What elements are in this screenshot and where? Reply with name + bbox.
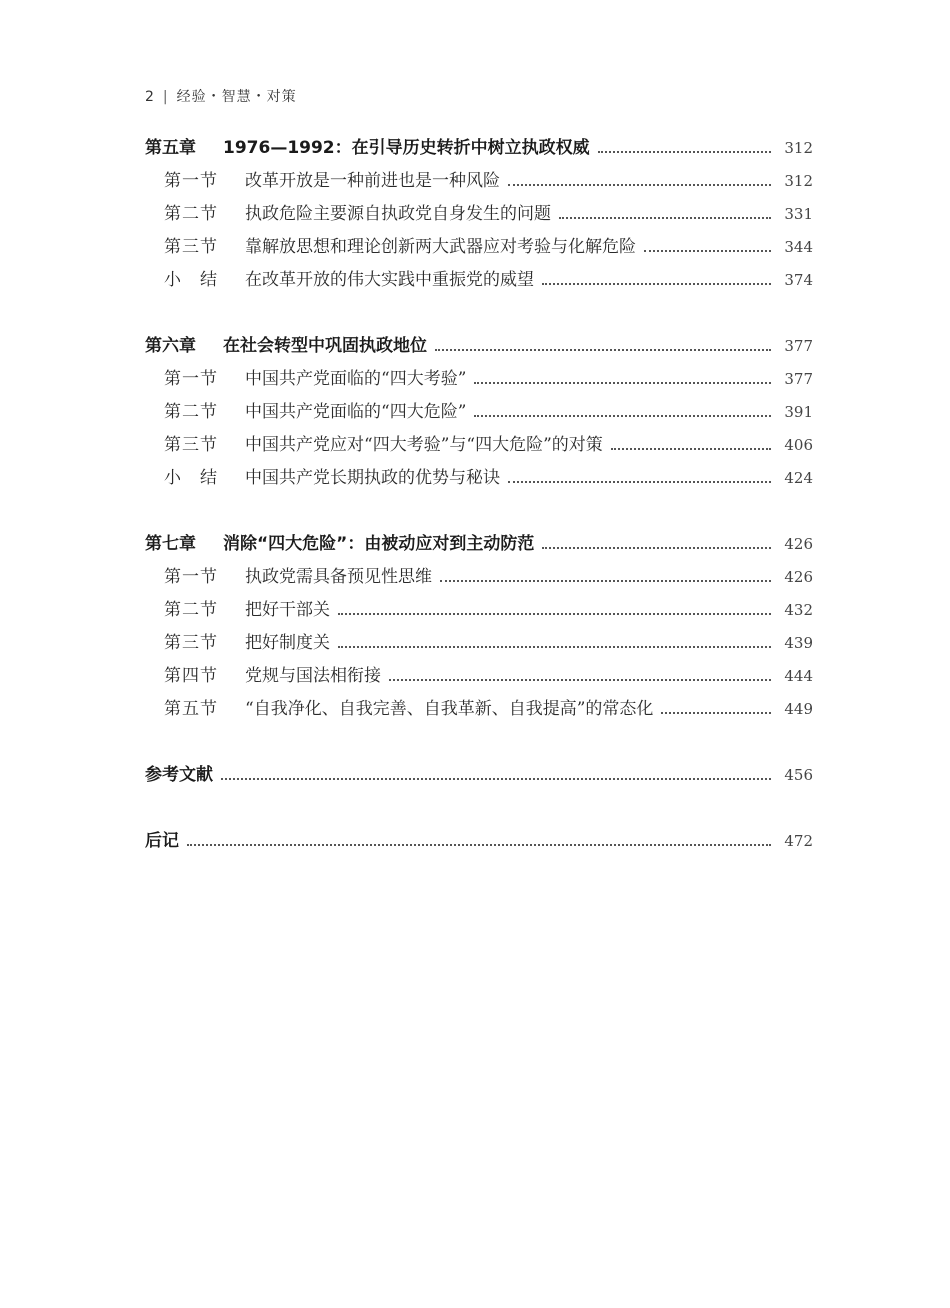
dot-leader bbox=[661, 712, 771, 714]
afterword-block bbox=[145, 825, 813, 858]
toc-entry-section[interactable] bbox=[145, 396, 813, 429]
dot-leader bbox=[611, 448, 771, 450]
dot-leader bbox=[389, 679, 771, 681]
chapter-number: 第五章 bbox=[145, 138, 196, 158]
section-number: 第二节 bbox=[164, 402, 218, 422]
toc-entry-chapter-7[interactable] bbox=[145, 528, 813, 561]
section-number: 第五节 bbox=[164, 699, 218, 719]
chapter-5-block bbox=[145, 132, 813, 297]
book-title: 经验・智慧・对策 bbox=[176, 89, 297, 105]
section-title: 改革开放是一种前进也是一种风险 bbox=[245, 171, 500, 191]
chapter-title: 1976—1992：在引导历史转折中树立执政权威 bbox=[223, 138, 590, 158]
dot-leader bbox=[440, 580, 771, 582]
chapter-number: 第六章 bbox=[145, 336, 196, 356]
toc-entry-afterword[interactable] bbox=[145, 825, 813, 858]
toc-entry-section[interactable] bbox=[145, 363, 813, 396]
dot-leader bbox=[221, 778, 771, 780]
page-ref: 377 bbox=[784, 337, 813, 355]
references-block bbox=[145, 759, 813, 792]
page-ref: 377 bbox=[784, 370, 813, 388]
toc-entry-section[interactable] bbox=[145, 231, 813, 264]
table-of-contents bbox=[145, 132, 813, 891]
page-ref: 312 bbox=[784, 172, 813, 190]
page-ref: 426 bbox=[784, 535, 813, 553]
page-ref: 456 bbox=[784, 766, 813, 784]
page-ref: 472 bbox=[784, 832, 813, 850]
page-ref: 331 bbox=[784, 205, 813, 223]
section-number: 第三节 bbox=[164, 237, 218, 257]
toc-entry-section[interactable] bbox=[145, 165, 813, 198]
section-title: 把好制度关 bbox=[245, 633, 330, 653]
chapter-title: 在社会转型中巩固执政地位 bbox=[223, 336, 427, 356]
section-title: 党规与国法相衔接 bbox=[245, 666, 381, 686]
section-number: 第二节 bbox=[164, 600, 218, 620]
toc-entry-section[interactable] bbox=[145, 660, 813, 693]
page-ref: 439 bbox=[784, 634, 813, 652]
dot-leader bbox=[508, 481, 771, 483]
page-ref: 406 bbox=[784, 436, 813, 454]
running-header bbox=[145, 86, 297, 106]
section-number: 第二节 bbox=[164, 204, 218, 224]
dot-leader bbox=[187, 844, 771, 846]
chapter-title: 消除“四大危险”：由被动应对到主动防范 bbox=[223, 534, 535, 554]
summary-title: 中国共产党长期执政的优势与秘诀 bbox=[245, 468, 500, 488]
section-title: 执政党需具备预见性思维 bbox=[245, 567, 432, 587]
section-number: 第一节 bbox=[164, 171, 218, 191]
page-ref: 344 bbox=[784, 238, 813, 256]
section-title: 中国共产党面临的“四大危险” bbox=[245, 402, 467, 422]
page-ref: 426 bbox=[784, 568, 813, 586]
dot-leader bbox=[474, 382, 771, 384]
chapter-number: 第七章 bbox=[145, 534, 196, 554]
page-ref: 391 bbox=[784, 403, 813, 421]
toc-entry-summary[interactable] bbox=[145, 462, 813, 495]
section-title: 中国共产党面临的“四大考验” bbox=[245, 369, 467, 389]
page-ref: 449 bbox=[784, 700, 813, 718]
dot-leader bbox=[508, 184, 771, 186]
section-number: 第三节 bbox=[164, 633, 218, 653]
toc-entry-section[interactable] bbox=[145, 594, 813, 627]
dot-leader bbox=[435, 349, 771, 351]
toc-entry-section[interactable] bbox=[145, 627, 813, 660]
chapter-6-block bbox=[145, 330, 813, 495]
section-title: 中国共产党应对“四大考验”与“四大危险”的对策 bbox=[245, 435, 603, 455]
page-number: 2 bbox=[145, 89, 155, 105]
summary-label: 小 结 bbox=[164, 270, 218, 290]
page-ref: 374 bbox=[784, 271, 813, 289]
summary-label: 小 结 bbox=[164, 468, 218, 488]
dot-leader bbox=[338, 646, 771, 648]
chapter-7-block bbox=[145, 528, 813, 726]
section-number: 第三节 bbox=[164, 435, 218, 455]
toc-entry-chapter-6[interactable] bbox=[145, 330, 813, 363]
page-ref: 432 bbox=[784, 601, 813, 619]
section-title: 执政危险主要源自执政党自身发生的问题 bbox=[245, 204, 551, 224]
summary-title: 在改革开放的伟大实践中重振党的威望 bbox=[245, 270, 534, 290]
page-ref: 312 bbox=[784, 139, 813, 157]
references-title: 参考文献 bbox=[145, 765, 213, 785]
section-title: 靠解放思想和理论创新两大武器应对考验与化解危险 bbox=[245, 237, 636, 257]
toc-entry-section[interactable] bbox=[145, 561, 813, 594]
afterword-title: 后记 bbox=[145, 831, 179, 851]
dot-leader bbox=[598, 151, 771, 153]
section-number: 第四节 bbox=[164, 666, 218, 686]
dot-leader bbox=[559, 217, 771, 219]
page-ref: 424 bbox=[784, 469, 813, 487]
toc-entry-references[interactable] bbox=[145, 759, 813, 792]
dot-leader bbox=[542, 283, 771, 285]
section-number: 第一节 bbox=[164, 369, 218, 389]
section-number: 第一节 bbox=[164, 567, 218, 587]
section-title: “自我净化、自我完善、自我革新、自我提高”的常态化 bbox=[245, 699, 654, 719]
toc-entry-section[interactable] bbox=[145, 693, 813, 726]
dot-leader bbox=[338, 613, 771, 615]
toc-entry-chapter-5[interactable] bbox=[145, 132, 813, 165]
page-ref: 444 bbox=[784, 667, 813, 685]
dot-leader bbox=[474, 415, 771, 417]
toc-entry-section[interactable] bbox=[145, 198, 813, 231]
toc-entry-section[interactable] bbox=[145, 429, 813, 462]
section-title: 把好干部关 bbox=[245, 600, 330, 620]
dot-leader bbox=[644, 250, 771, 252]
header-separator: | bbox=[162, 89, 169, 105]
toc-entry-summary[interactable] bbox=[145, 264, 813, 297]
dot-leader bbox=[542, 547, 771, 549]
